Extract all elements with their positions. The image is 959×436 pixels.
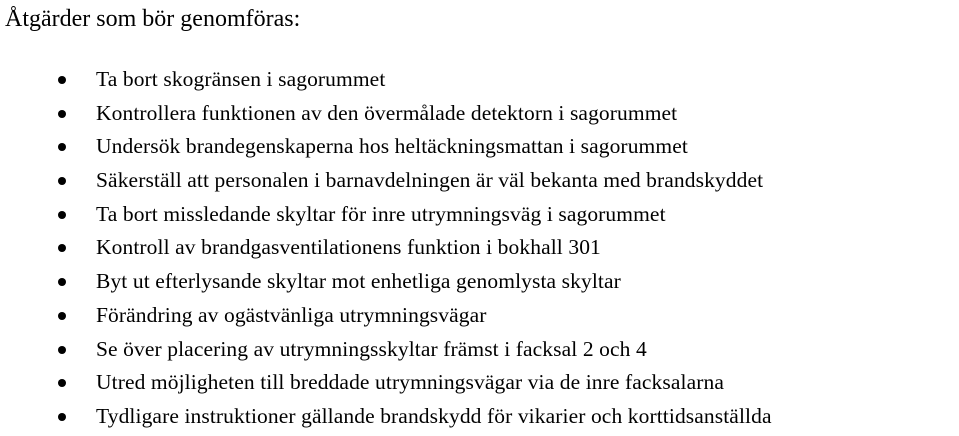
bullet-icon xyxy=(58,413,66,421)
bullet-icon xyxy=(58,346,66,354)
list-item-text: Utred möjligheten till breddade utrymningsvägar via de inre facksalarna xyxy=(96,370,724,395)
bullet-icon xyxy=(58,143,66,151)
list-item-text: Förändring av ogästvänliga utrymningsvägar xyxy=(96,302,487,327)
list-item-text: Kontroll av brandgasventilationens funktion i bokhall 301 xyxy=(96,235,601,260)
bullet-icon xyxy=(58,177,66,185)
list-item-text: Kontrollera funktionen av den övermålade detektorn i sagorummet xyxy=(96,100,678,125)
bullet-icon xyxy=(58,211,66,219)
list-item-text: Tydligare instruktioner gällande brandskydd för vikarier och korttidsanställda xyxy=(96,403,772,428)
bullet-icon xyxy=(58,110,66,118)
bullet-icon xyxy=(58,76,66,84)
document-heading: Åtgärder som bör genomföras: xyxy=(5,6,301,32)
list-item-text: Ta bort missledande skyltar för inre utrymningsväg i sagorummet xyxy=(96,201,666,226)
list-item-text: Ta bort skogränsen i sagorummet xyxy=(96,67,386,91)
list-item-text: Byt ut efterlysande skyltar mot enhetliga genomlysta skyltar xyxy=(96,269,621,294)
list-item-text: Säkerställ att personalen i barnavdelningen är väl bekanta med brandskyddet xyxy=(96,168,764,193)
list-item-text: Se över placering av utrymningsskyltar främst i facksal 2 och 4 xyxy=(96,336,647,361)
bullet-icon xyxy=(58,244,66,252)
list-item-text: Undersök brandegenskaperna hos heltäckningsmattan i sagorummet xyxy=(96,134,688,159)
bullet-icon xyxy=(58,278,66,286)
bullet-icon xyxy=(58,379,66,387)
bullet-icon xyxy=(58,312,66,320)
